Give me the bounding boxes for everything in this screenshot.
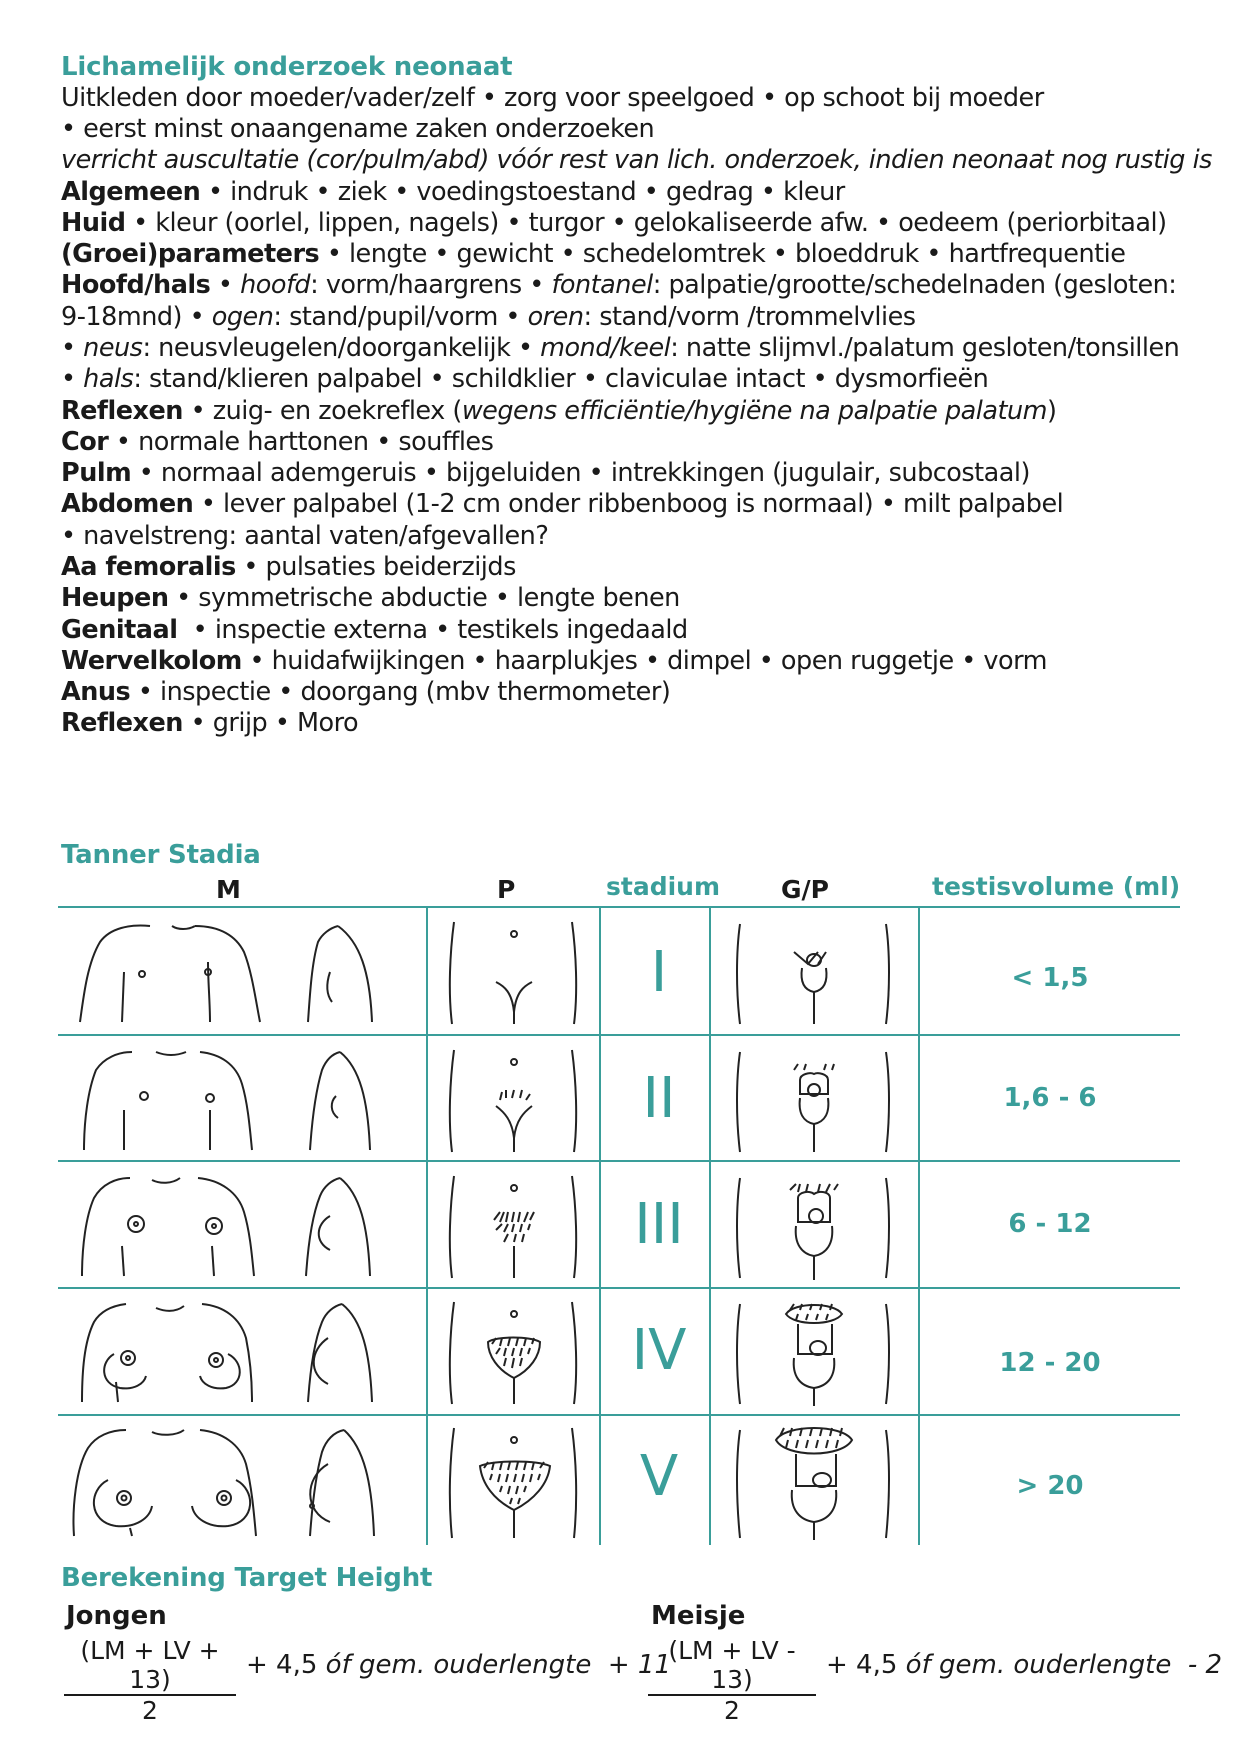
exam-item-algemeen: Algemeen • indruk • ziek • voedingstoestand • gedrag • kleur [61,177,845,207]
breast-stage-5-drawing [60,1418,420,1542]
pubic-f-stage-4-drawing [430,1292,596,1410]
stage-numeral-1: I [650,940,668,1005]
exam-item-hoofd-hals: Hoofd/hals • hoofd: vorm/haargrens • fontanel: palpatie/grootte/schedelnaden (gesloten: [61,270,1177,300]
exam-item-genitaal: Genitaal • inspectie externa • testikels ingedaald [61,615,688,645]
breast-stage-4-drawing [60,1292,420,1410]
table-rule-1 [58,1034,1180,1036]
stage-numeral-2: II [642,1066,676,1131]
formula-numerator-girl: (LM + LV - 13) [648,1636,816,1696]
genital-m-stage-4-drawing [714,1292,914,1410]
formula-rest-boy: + 4,5 óf gem. ouderlengte + 11 [246,1650,671,1680]
formula-fraction-boy [64,1636,236,1725]
table-divider-1 [426,907,428,1545]
formula-denominator-boy: 2 [142,1696,158,1725]
pubic-f-stage-2-drawing [430,1040,596,1156]
exam-item-reflexen-2: Reflexen • grijp • Moro [61,708,359,738]
exam-item-femoralis: Aa femoralis • pulsaties beiderzijds [61,552,516,582]
table-rule-top [58,906,1180,908]
stage-numeral-4: IV [631,1318,687,1383]
exam-hoofd-line-3: • neus: neusvleugelen/doorgankelijk • mond/keel: natte slijmvl./palatum gesloten/tonsillen [61,333,1180,363]
table-rule-3 [58,1287,1180,1289]
pubic-f-stage-3-drawing [430,1166,596,1284]
breast-stage-2-drawing [60,1040,420,1156]
exam-item-pulm: Pulm • normaal ademgeruis • bijgeluiden • intrekkingen (jugulair, subcostaal) [61,458,1030,488]
section-title-exam: Lichamelijk onderzoek neonaat [61,52,513,82]
exam-item-abdomen: Abdomen • lever palpabel (1-2 cm onder ribbenboog is normaal) • milt palpabel [61,489,1064,519]
stage-volume-1: < 1,5 [1011,963,1089,993]
exam-item-cor: Cor • normale harttonen • souffles [61,427,494,457]
section-title-target-height: Berekening Target Height [61,1563,433,1593]
pubic-f-stage-5-drawing [430,1418,596,1542]
stage-volume-2: 1,6 - 6 [1003,1083,1097,1113]
pubic-f-stage-1-drawing [430,912,596,1030]
intro-line-3: verricht auscultatie (cor/pulm/abd) vóór rest van lich. onderzoek, indien neonaat nog rustig is [61,145,1212,175]
table-rule-2 [58,1160,1180,1162]
genital-m-stage-2-drawing [714,1040,914,1156]
column-header-stadium: stadium [606,872,721,901]
genital-m-stage-1-drawing [714,912,914,1030]
exam-abdomen-line-2: • navelstreng: aantal vaten/afgevallen? [61,521,549,551]
column-header-volume: testisvolume (ml) [932,872,1181,901]
exam-item-anus: Anus • inspectie • doorgang (mbv thermometer) [61,677,671,707]
exam-item-heupen: Heupen • symmetrische abductie • lengte benen [61,583,680,613]
stage-volume-4: 12 - 20 [999,1348,1101,1378]
formula-denominator-girl: 2 [724,1696,740,1725]
formula-label-boy: Jongen [66,1601,167,1631]
stage-numeral-3: III [634,1192,684,1257]
formula-numerator-boy: (LM + LV + 13) [64,1636,236,1696]
exam-item-reflexen-1: Reflexen • zuig- en zoekreflex (wegens efficiëntie/hygiëne na palpatie palatum) [61,396,1057,426]
intro-line-1: Uitkleden door moeder/vader/zelf • zorg voor speelgoed • op schoot bij moeder [61,83,1044,113]
stage-volume-5: > 20 [1016,1471,1084,1501]
exam-item-parameters: (Groei)parameters • lengte • gewicht • schedelomtrek • bloeddruk • hartfrequentie [61,239,1126,269]
stage-volume-3: 6 - 12 [1008,1209,1092,1239]
genital-m-stage-5-drawing [714,1418,914,1542]
stage-numeral-5: V [639,1444,679,1509]
table-rule-4 [58,1414,1180,1416]
formula-label-girl: Meisje [651,1601,746,1631]
intro-line-2: • eerst minst onaangename zaken onderzoeken [61,114,655,144]
column-header-gp: G/P [781,875,829,904]
formula-rest-girl: + 4,5 óf gem. ouderlengte - 2 [826,1650,1223,1680]
column-header-p: P [497,875,516,904]
exam-item-huid: Huid • kleur (oorlel, lippen, nagels) • turgor • gelokaliseerde afw. • oedeem (periorbitaal) [61,208,1167,238]
breast-stage-1-drawing [60,912,420,1030]
breast-stage-3-drawing [60,1166,420,1284]
genital-m-stage-3-drawing [714,1166,914,1284]
section-title-tanner: Tanner Stadia [61,840,261,870]
formula-fraction-girl [648,1636,816,1725]
column-header-m: M [216,875,241,904]
exam-hoofd-line-2: 9-18mnd) • ogen: stand/pupil/vorm • oren: stand/vorm /trommelvlies [61,302,916,332]
exam-item-wervelkolom: Wervelkolom • huidafwijkingen • haarplukjes • dimpel • open ruggetje • vorm [61,646,1047,676]
exam-hoofd-line-4: • hals: stand/klieren palpabel • schildklier • claviculae intact • dysmorfieën [61,364,989,394]
